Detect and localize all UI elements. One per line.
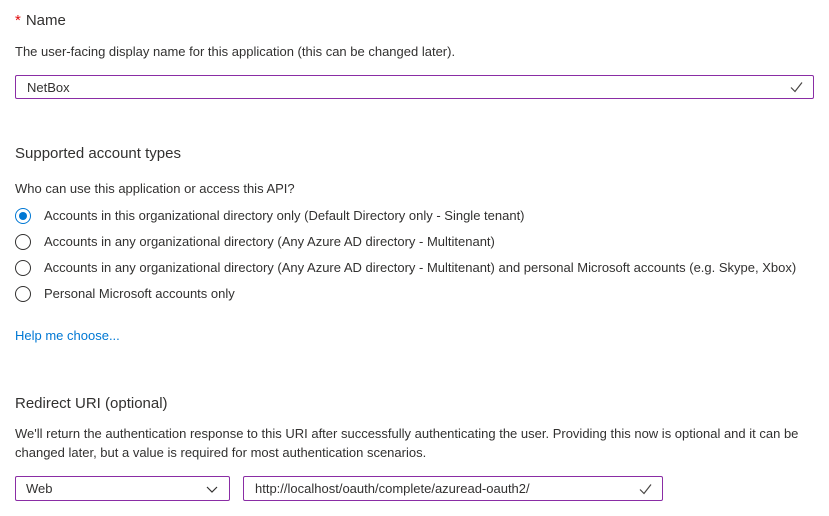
redirect-uri-description: We'll return the authentication response to this URI after successfully authenticating the user. Providing this now is optional and it can be changed later, but a value is required for most authentication scenarios. [15,426,799,460]
radio-option-personal-only[interactable] [15,286,814,302]
supported-account-types-title: Supported account types [15,145,181,162]
radio-option-multitenant-personal[interactable] [15,260,814,276]
radio-option-label: Accounts in any organizational directory (Any Azure AD directory - Multitenant) [44,234,495,249]
radio-dot [19,290,27,298]
radio-button-icon[interactable] [15,234,31,250]
help-me-choose-link[interactable]: Help me choose... [15,328,120,343]
account-types-question: Who can use this application or access this API? [15,181,295,196]
platform-select-value: Web [26,481,53,496]
radio-option-label: Accounts in any organizational directory (Any Azure AD directory - Multitenant) and personal Microsoft accounts (e.g. Skype, Xbox) [44,260,797,275]
radio-dot [19,264,27,272]
name-label-text: Name [25,12,66,29]
radio-button-icon[interactable] [15,286,31,302]
platform-select[interactable] [15,476,230,501]
name-field-description: The user-facing display name for this application (this can be changed later). [15,44,456,59]
name-field-label [15,10,814,31]
radio-dot [19,212,27,220]
radio-option-single-tenant[interactable] [15,208,814,224]
required-asterisk: * [15,12,21,29]
name-input[interactable] [15,75,814,99]
account-type-radio-group [15,208,814,302]
chevron-down-icon [205,482,219,496]
app-registration-form [0,10,829,501]
name-input-container [15,75,814,99]
redirect-uri-input[interactable] [243,476,663,501]
radio-dot [19,238,27,246]
redirect-uri-title: Redirect URI (optional) [15,395,168,412]
redirect-uri-row [15,476,814,501]
redirect-uri-input-container [243,476,663,501]
radio-option-label: Accounts in this organizational directory only (Default Directory only - Single tenant) [44,208,525,223]
radio-option-multitenant[interactable] [15,234,814,250]
radio-button-icon[interactable] [15,260,31,276]
radio-button-icon[interactable] [15,208,31,224]
radio-option-label: Personal Microsoft accounts only [44,286,235,301]
